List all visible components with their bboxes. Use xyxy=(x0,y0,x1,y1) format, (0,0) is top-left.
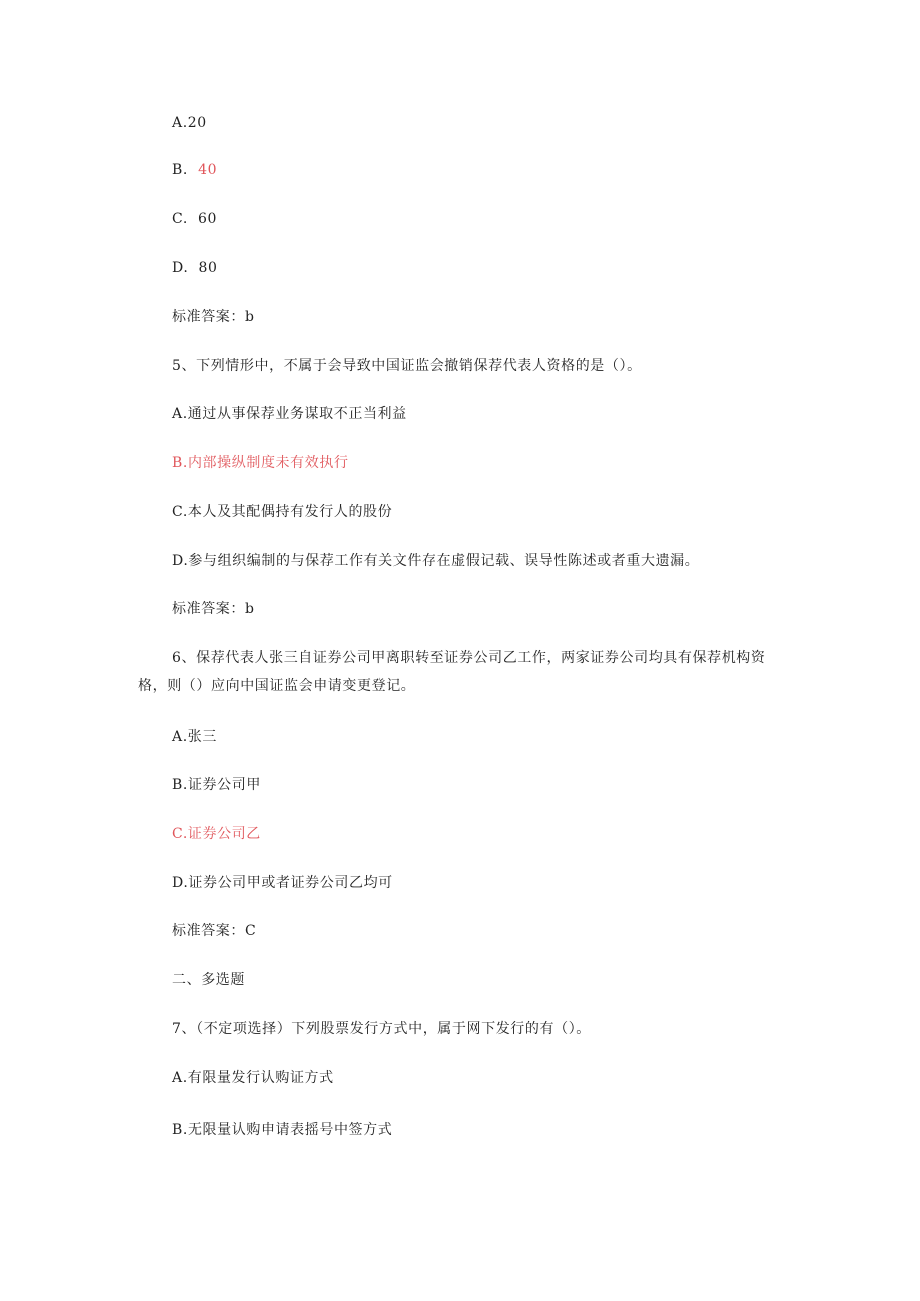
q4-option-a-prefix: A. xyxy=(172,115,188,131)
q6-stem: 6、保荐代表人张三自证券公司甲离职转至证券公司乙工作，两家证券公司均具有保荐机构资格，则（）应向中国证监会申请变更登记。 xyxy=(138,650,766,694)
q6-option-a: A.张三 xyxy=(172,729,217,745)
q4-option-a-text: 20 xyxy=(187,115,207,131)
q5-option-c: C.本人及其配偶持有发行人的股份 xyxy=(172,504,393,520)
q5-option-b: B.内部操纵制度未有效执行 xyxy=(172,455,349,471)
q5-stem: 5、下列情形中，不属于会导致中国证监会撤销保荐代表人资格的是（）。 xyxy=(172,358,642,374)
q4-option-d-prefix: D. xyxy=(172,260,189,276)
q5-option-d: D.参与组织编制的与保荐工作有关文件存在虚假记载、误导性陈述或者重大遗漏。 xyxy=(172,553,700,569)
q6-answer: 标准答案：C xyxy=(172,923,257,939)
q4-answer: 标准答案：b xyxy=(172,309,255,325)
q4-option-c-prefix: C. xyxy=(172,211,188,227)
q4-option-b-prefix: B. xyxy=(172,162,188,178)
q4-option-d xyxy=(172,258,218,278)
q4-option-b-text: 40 xyxy=(198,162,218,178)
q4-option-c-text: 60 xyxy=(197,211,217,227)
q6-option-b: B.证券公司甲 xyxy=(172,777,261,793)
q5-option-a: A.通过从事保荐业务谋取不正当利益 xyxy=(172,406,407,422)
q4-option-a xyxy=(172,113,207,133)
q7-stem: 7、（不定项选择）下列股票发行方式中，属于网下发行的有（）。 xyxy=(172,1021,591,1037)
q4-option-b xyxy=(172,160,217,180)
q4-option-c xyxy=(172,209,217,229)
q6-option-c: C.证券公司乙 xyxy=(172,826,261,842)
q7-option-b: B.无限量认购申请表摇号中签方式 xyxy=(172,1122,393,1138)
q7-option-a: A.有限量发行认购证方式 xyxy=(172,1070,334,1086)
q5-answer: 标准答案：b xyxy=(172,601,255,617)
q6-option-d: D.证券公司甲或者证券公司乙均可 xyxy=(172,875,393,891)
q4-option-d-text: 80 xyxy=(198,260,218,276)
section-title-multiple-choice: 二、多选题 xyxy=(172,972,245,988)
